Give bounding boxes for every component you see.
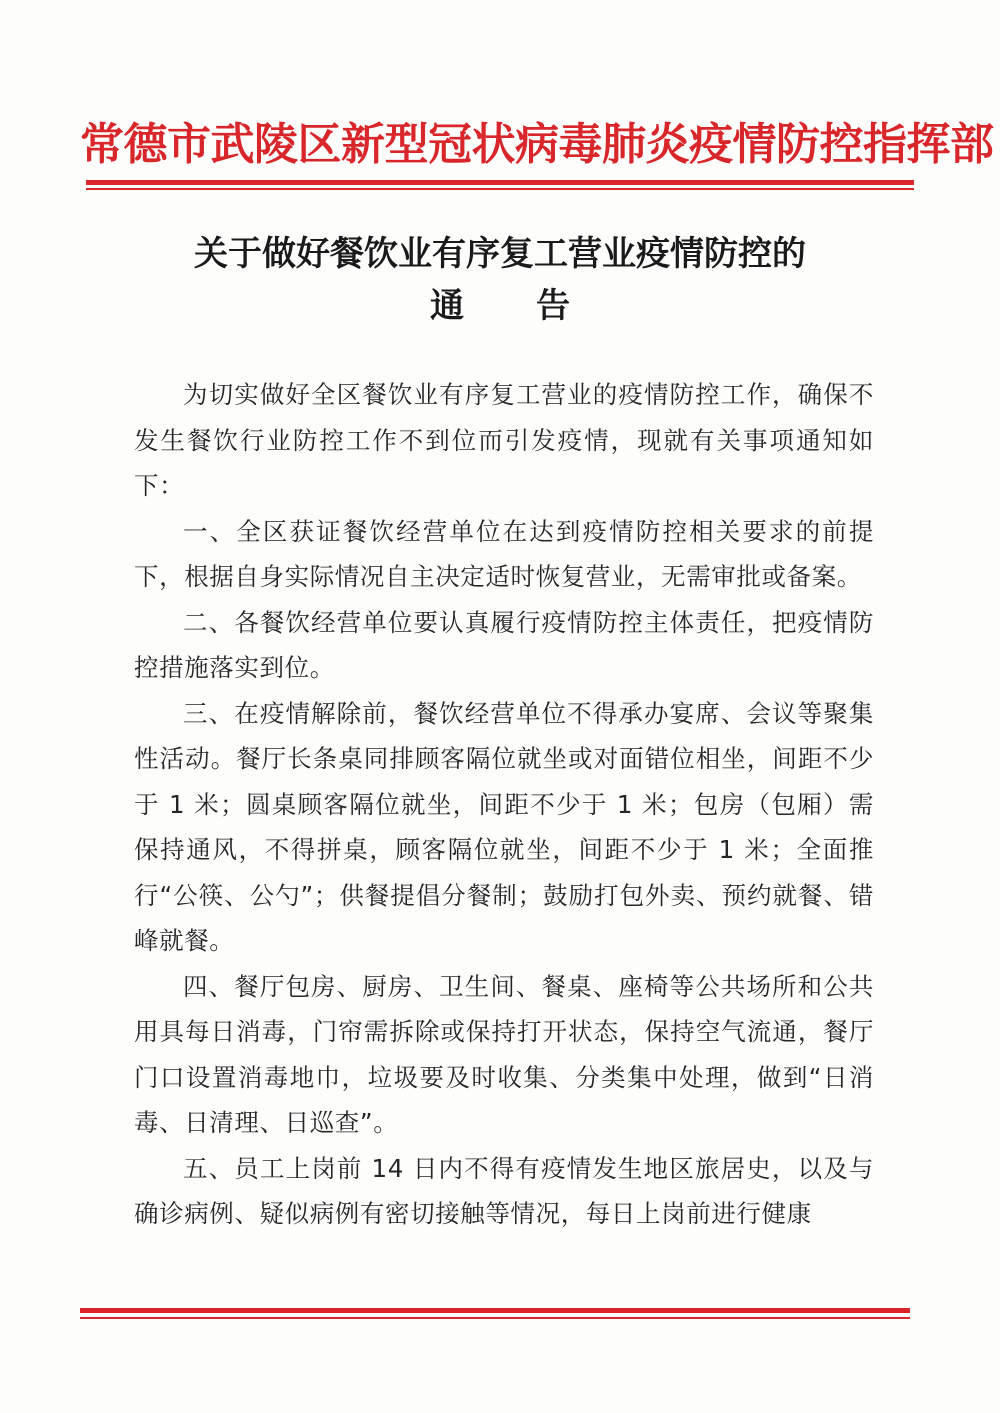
paragraph-item-3: 三、在疫情解除前，餐饮经营单位不得承办宴席、会议等聚集性活动。餐厅长条桌同排顾客隔位就坐或对面错位相坐，间距不少于 1 米；圆桌顾客隔位就坐，间距不少于 1 米；包房（包厢）需保持通风，不得拼桌，顾客隔位就坐，间距不少于 1 米；全面推行“公筷、公勺”；供餐提倡分餐制；鼓励打包外卖、预约就餐、错峰就餐。 — [134, 698, 874, 955]
issuing-organization-header: 常德市武陵区新型冠状病毒肺炎疫情防控指挥部 — [80, 119, 994, 170]
paragraph-item-1: 一、全区获证餐饮经营单位在达到疫情防控相关要求的前提下，根据自身实际情况自主决定适时恢复营业，无需审批或备案。 — [134, 516, 874, 591]
document-title-line1: 关于做好餐饮业有序复工营业疫情防控的 — [194, 234, 806, 274]
paragraph-item-5: 五、员工上岗前 14 日内不得有疫情发生地区旅居史，以及与确诊病例、疑似病例有密切接触等情况，每日上岗前进行健康 — [134, 1153, 874, 1228]
document-body — [134, 372, 874, 1237]
document-title-line2: 通告 — [430, 286, 642, 326]
paragraph-intro: 为切实做好全区餐饮业有序复工营业的疫情防控工作，确保不发生餐饮行业防控工作不到位而引发疫情，现就有关事项通知如下： — [134, 380, 874, 500]
paragraph-item-2: 二、各餐饮经营单位要认真履行疫情防控主体责任，把疫情防控措施落实到位。 — [134, 607, 874, 682]
footer-divider-thin — [80, 1317, 910, 1319]
header-divider-thick — [86, 180, 914, 185]
footer-divider-thick — [80, 1308, 910, 1313]
header-divider-thin — [86, 188, 914, 190]
paragraph-item-4: 四、餐厅包房、厨房、卫生间、餐桌、座椅等公共场所和公共用具每日消毒，门帘需拆除或保持打开状态，保持空气流通，餐厅门口设置消毒地巾，垃圾要及时收集、分类集中处理，做到“日消毒、日清理、日巡查”。 — [134, 971, 874, 1137]
